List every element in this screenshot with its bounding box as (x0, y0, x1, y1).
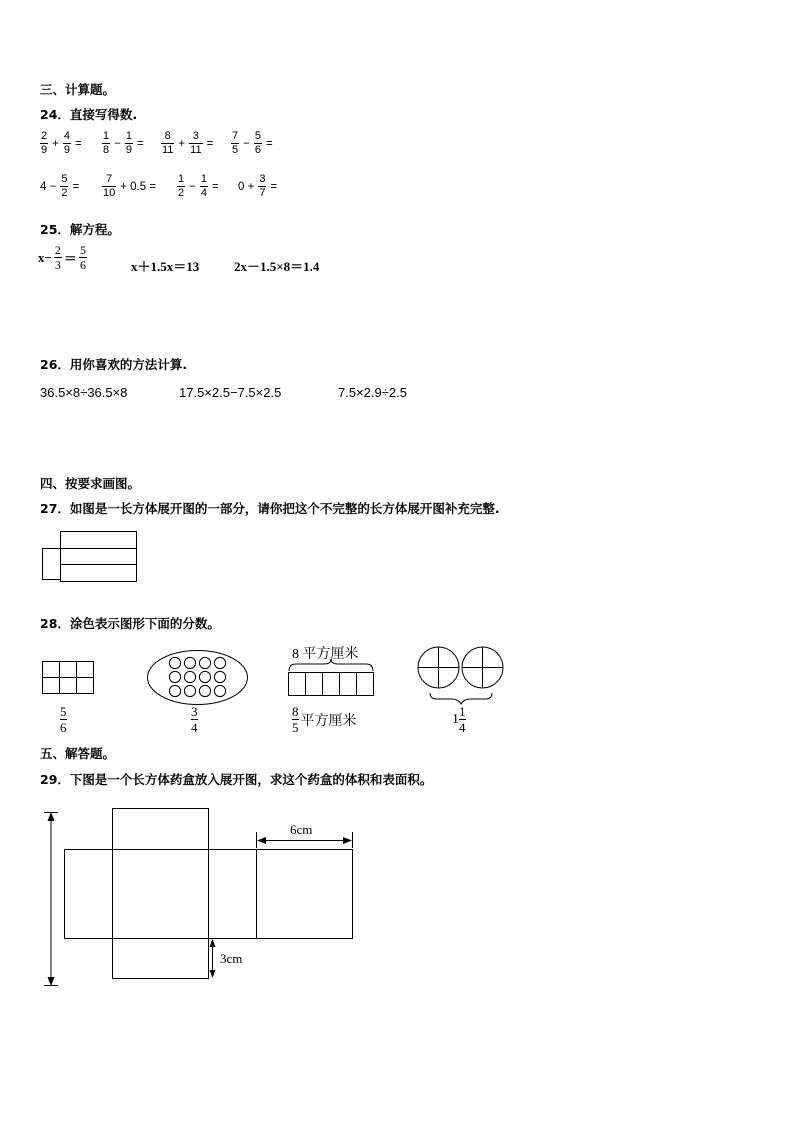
net-bottom-face (113, 939, 209, 979)
q24-row1-expr1: 2 9 + $\frac{4}{9}$ = (41, 130, 82, 156)
q24-row1-expr2: 1 8 − $\frac{1}{9}$ = (103, 130, 144, 156)
fraction: 7 10 (103, 173, 116, 199)
fraction: 7 5 (232, 130, 239, 156)
q24-row1-expr4: 7 5 − $\frac{5}{6}$ = (232, 130, 273, 156)
q25-title: 25．解方程。 (40, 222, 120, 237)
q26-item-1: 36.5×8÷36.5×8 (40, 385, 128, 400)
q24-row1-expr3: 8 11 + $\frac{3}{11}$ = (162, 130, 214, 156)
net-top-face (113, 809, 209, 850)
fraction: 1 8 (103, 130, 110, 156)
section-3-title: 三、计算题。 (40, 82, 116, 97)
q28-label-3: 8 5 平方厘米 (292, 704, 357, 735)
fraction: $\frac{3}{7}$ (259, 173, 266, 199)
q25-equation-1: x− $\frac{2}{3}$ ＝ 5 6 (38, 243, 86, 272)
fraction: $\frac{1}{9}$ (125, 130, 132, 156)
dimension-label-6cm: 6cm (290, 822, 313, 837)
fraction: $\frac{1}{4}$ (200, 173, 207, 199)
fraction: $\frac{5}{2}$ (61, 173, 68, 199)
section-4-title: 四、按要求画图。 (40, 476, 141, 491)
q24-row2-expr1: 4 − $\frac{5}{2}$ = (40, 173, 80, 199)
q28-label-1: $\frac{5}{6}$ (60, 704, 67, 735)
q27-title: 27．如图是一长方体展开图的一部分，请你把这个不完整的长方体展开图补充完整. (40, 501, 500, 516)
q24-row2-expr4: 0 + $\frac{3}{7}$ = (238, 173, 278, 199)
q28-label-4: 1 1 4 (452, 704, 466, 735)
dimension-label-3cm: 3cm (220, 951, 243, 966)
fraction: 2 9 (41, 130, 48, 156)
fraction: $\frac{3}{11}$ (190, 130, 202, 156)
q26-item-3: 7.5×2.9÷2.5 (338, 385, 407, 400)
fraction: $\frac{4}{9}$ (63, 130, 70, 156)
q26-item-2: 17.5×2.5−7.5×2.5 (179, 385, 282, 400)
fraction: 5 6 (79, 243, 86, 272)
q24-row2-expr2: 7 10 + 0.5 = (103, 173, 157, 199)
q28-title: 28．涂色表示图形下面的分数。 (40, 616, 220, 631)
q25-equation-3: 2x－1.5×8＝1.4 (234, 259, 320, 274)
q26-title: 26．用你喜欢的方法计算. (40, 357, 188, 372)
fraction: 8 11 (162, 130, 174, 156)
q29-title: 29．下图是一个长方体药盒放入展开图，求这个药盒的体积和表面积。 (40, 772, 433, 787)
fraction: 1 2 (178, 173, 185, 199)
section-5-title: 五、解答题。 (40, 746, 116, 761)
q24-row2-expr3: 1 2 − $\frac{1}{4}$ = (178, 173, 219, 199)
q24-title: 24．直接写得数. (40, 107, 138, 122)
fraction: $\frac{5}{6}$ (254, 130, 261, 156)
q28-area-top-label: 8 平方厘米 (292, 647, 359, 662)
q28-label-2: $\frac{3}{4}$ (191, 704, 198, 735)
fraction: $\frac{2}{3}$ (54, 243, 61, 272)
q25-equation-2: x＋1.5x＝13 (131, 259, 200, 274)
